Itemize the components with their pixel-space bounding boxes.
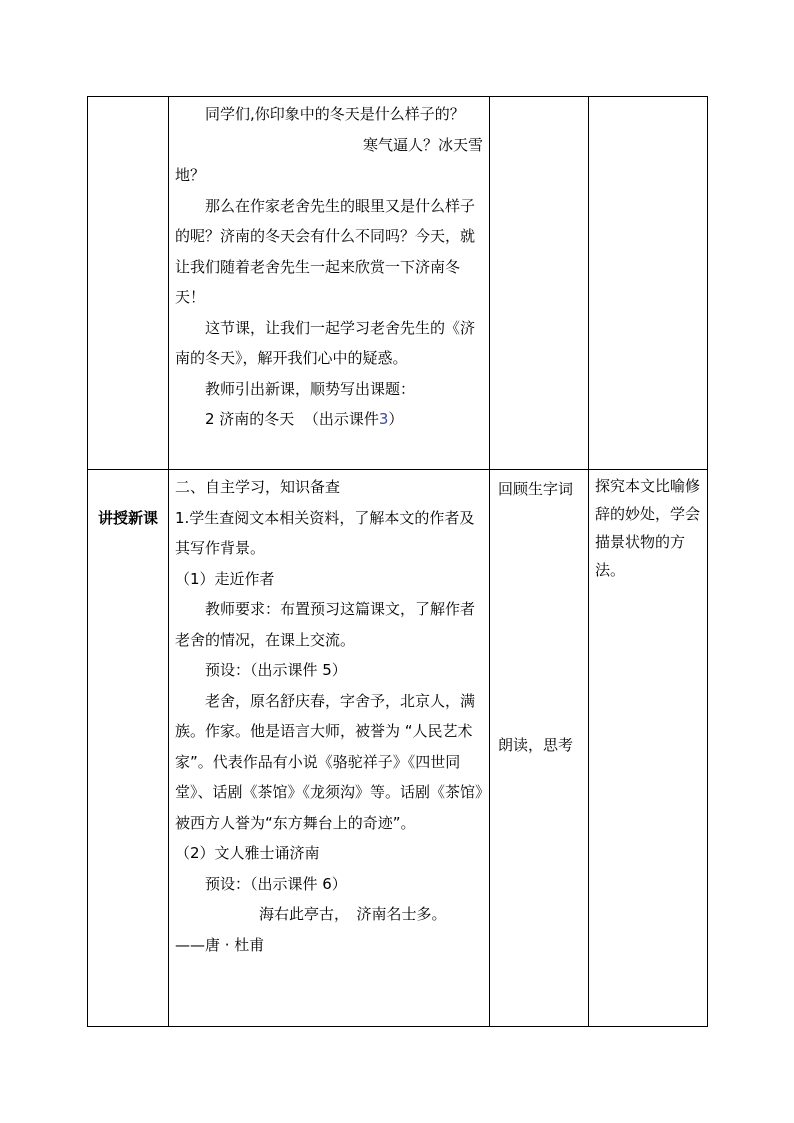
poem-line: 海右此亭古， 济南名士多。 [259, 905, 447, 923]
design-intent-cell [589, 97, 708, 470]
content-cell [169, 470, 490, 1027]
teacher-requirement: 教师要求：布置预习这篇课文，了解作者老舍的情况，在课上交流。 [175, 600, 476, 649]
student-activity-review: 回顾生字词 [498, 480, 574, 498]
intro-answer-line1: 寒气逼人？冰天雪 [362, 135, 483, 154]
poem-author: ——唐 · 杜甫 [175, 935, 265, 954]
design-intent-cell [589, 470, 708, 1027]
table-row [88, 470, 708, 1027]
student-activity-cell [490, 97, 589, 470]
courseware-note-prefix: （出示课件 [303, 410, 379, 428]
stage-label: 讲授新课 [97, 509, 158, 527]
subsection-heading: （2）文人雅士诵济南 [175, 844, 320, 862]
lesson-plan-table [87, 96, 708, 1027]
teacher-instruction: 教师引出新课，顺势写出课题： [205, 379, 416, 398]
subsection-heading: （1）走近作者 [175, 569, 275, 588]
preset-line: 预设：（出示课件 6） [205, 874, 347, 893]
stage-cell [88, 470, 169, 1027]
stage-cell [88, 97, 169, 470]
intro-question: 同学们,你印象中的冬天是什么样子的？ [205, 105, 465, 123]
lesson-goal-paragraph: 这节课，让我们一起学习老舍先生的《济南的冬天》，解开我们心中的疑惑。 [175, 318, 476, 367]
table-row [88, 97, 708, 470]
task-paragraph: 1.学生查阅文本相关资料，了解本文的作者及其写作背景。 [175, 508, 475, 557]
author-bio: 老舍，原名舒庆春，字舍予，北京人，满族。作家。他是语言大师，被誉为 “人民艺术家”。代表作品有小说《骆驼祥子》《四世同堂》、话剧《茶馆》《龙须沟》等。话剧《茶馆》被西方人誉为“东方舞台上的奇迹”。 [175, 691, 483, 832]
preset-line: 预设：（出示课件 5） [205, 661, 347, 679]
student-activity-cell [490, 470, 589, 1027]
lesson-title: 2 济南的冬天 [205, 410, 295, 428]
intro-paragraph: 那么在作家老舍先生的眼里又是什么样子的呢？济南的冬天会有什么不同吗？今天，就让我们随着老舍先生一起来欣赏一下济南冬天！ [175, 196, 476, 306]
courseware-note-number: 3 [378, 410, 389, 428]
student-activity-read: 朗读，思考 [498, 736, 574, 754]
design-intent-text: 探究本文比喻修辞的妙处，学会描景状物的方法。 [595, 477, 701, 579]
content-cell [169, 97, 490, 470]
courseware-note-suffix: ） [388, 410, 404, 428]
lesson-title-line [175, 404, 483, 435]
section-heading: 二、自主学习，知识备查 [175, 478, 341, 496]
intro-answer-line2: 地？ [175, 166, 206, 184]
